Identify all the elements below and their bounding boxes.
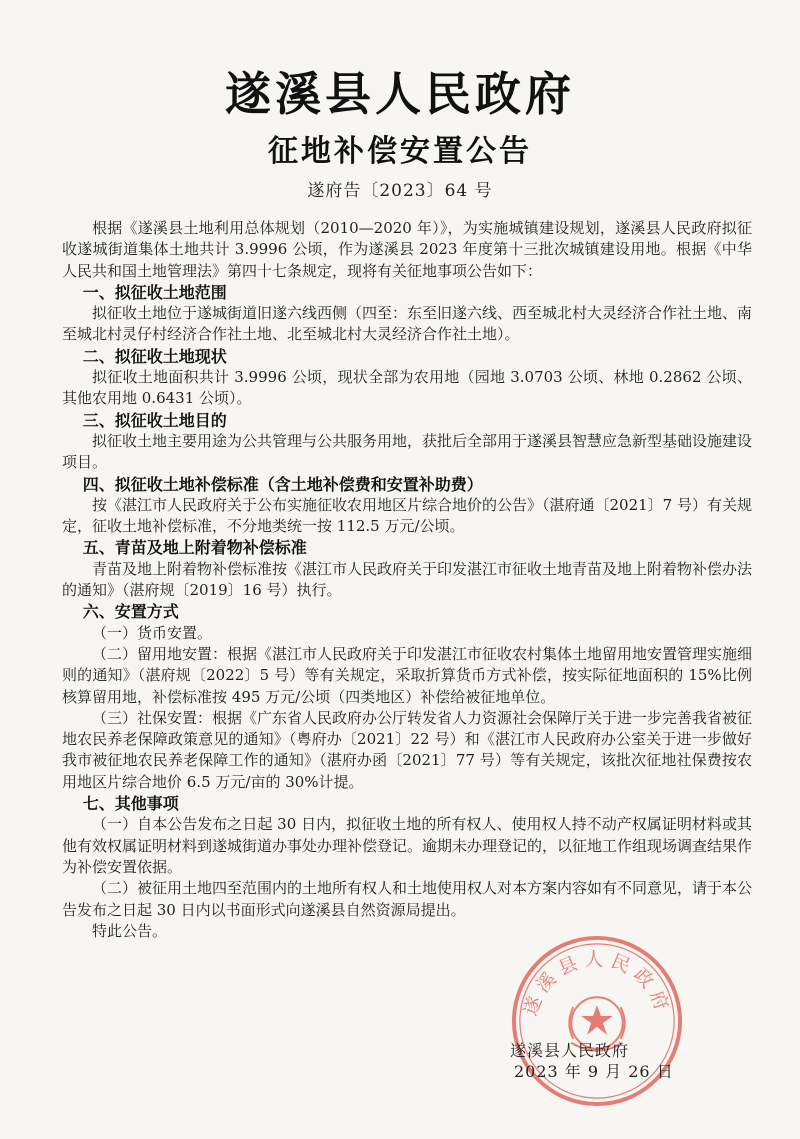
signature-org: 遂溪县人民政府	[510, 1041, 630, 1060]
section-text-purpose: 拟征收土地主要用途为公共管理与公共服务用地，获批后全部用于遂溪县智慧应急新型基础设施建设项目。	[62, 431, 753, 472]
signature-date: 2023 年 9 月 26 日	[514, 1062, 674, 1081]
section-heading-status: 二、拟征收土地现状	[82, 346, 227, 366]
seal-text: 遂溪县人民政府	[520, 949, 674, 1019]
section-text-compensation: 按《湛江市人民政府关于公布实施征收农用地区片综合地价的公告》（湛府通〔2021〕7 号）有关规定，征收土地补偿标准，不分地类统一按 112.5 万元/公顷。	[62, 495, 752, 536]
section-heading-crops: 五、青苗及地上附着物补偿标准	[82, 538, 307, 558]
section-text-crops: 青苗及地上附着物补偿标准按《湛江市人民政府关于印发湛江市征收土地青苗及地上附着物补偿办法的通知》（湛府规〔2019〕16 号）执行。	[62, 559, 753, 600]
section-heading-scope: 一、拟征收土地范围	[82, 282, 227, 302]
section-heading-resettlement: 六、安置方式	[82, 602, 179, 622]
official-seal	[508, 932, 686, 1110]
resettlement-item-social-security: （三）社保安置：根据《广东省人民政府办公厅转发省人力资源社会保障厅关于进一步完善我省被征地农民养老保障政策意见的通知》（粤府办〔2021〕22 号）和《湛江市人民政府办公室关于进一步做好我市被征地农民养老保障工作的通知》（湛府办函〔2021〕77 号）等有关规定，该批次征地社保费按农用地区片综合地价 6.5 万元/亩的 30%计提。	[62, 708, 753, 791]
notice-body	[62, 218, 752, 942]
intro-paragraph: 根据《遂溪县土地利用总体规划（2010—2020 年）》，为实施城镇建设规划，遂溪县人民政府拟征收遂城街道集体土地共计 3.9996 公顷，作为遂溪县 2023 年度第十三批次城镇建设用地。根据《中华人民共和国土地管理法》第四十七条规定，现将有关征地事项公告如下：	[62, 219, 752, 280]
doc-number: 遂府告〔2023〕64 号	[307, 181, 493, 201]
section-heading-purpose: 三、拟征收土地目的	[82, 410, 227, 430]
org-title: 遂溪县人民政府	[225, 67, 575, 121]
doc-title: 征地补偿安置公告	[268, 134, 532, 169]
section-heading-other: 七、其他事项	[82, 794, 179, 814]
section-text-status: 拟征收土地面积共计 3.9996 公顷，现状全部为农用地（园地 3.0703 公顷、林地 0.2862 公顷、其他农用地 0.6431 公顷）。	[62, 368, 752, 408]
other-item-objection: （二）被征用土地四至范围内的土地所有权人和土地使用权人对本方案内容如有不同意见，请于本公告发布之日起 30 日内以书面形式向遂溪县自然资源局提出。	[62, 879, 753, 919]
section-heading-compensation: 四、拟征收土地补偿标准（含土地补偿费和安置补助费）	[82, 474, 483, 494]
resettlement-item-cash: （一）货币安置。	[92, 623, 213, 642]
closing-line: 特此公告。	[92, 921, 168, 940]
svg-text:遂溪县人民政府	[519, 949, 674, 1019]
resettlement-item-reserved-land: （二）留用地安置：根据《湛江市人民政府关于印发湛江市征收农村集体土地留用地安置管理实施细则的通知》（湛府规〔2022〕5 号）等有关规定，采取折算货币方式补偿，按实际征地面积的 15%比例核算留用地，补偿标准按 495 万元/公顷（四类地区）补偿给被征地单位。	[62, 644, 753, 706]
section-text-scope: 拟征收土地位于遂城街道旧遂六线西侧（四至：东至旧遂六线、西至城北村大灵经济合作社土地、南至城北村灵仔村经济合作社土地、北至城北村大灵经济合作社土地）。	[62, 304, 753, 344]
other-item-registration: （一）自本公告发布之日起 30 日内，拟征收土地的所有权人、使用权人持不动产权属证明材料或其他有效权属证明材料到遂城街道办事处办理补偿登记。逾期未办理登记的，以征地工作组现场调查结果作为补偿安置依据。	[62, 815, 753, 876]
